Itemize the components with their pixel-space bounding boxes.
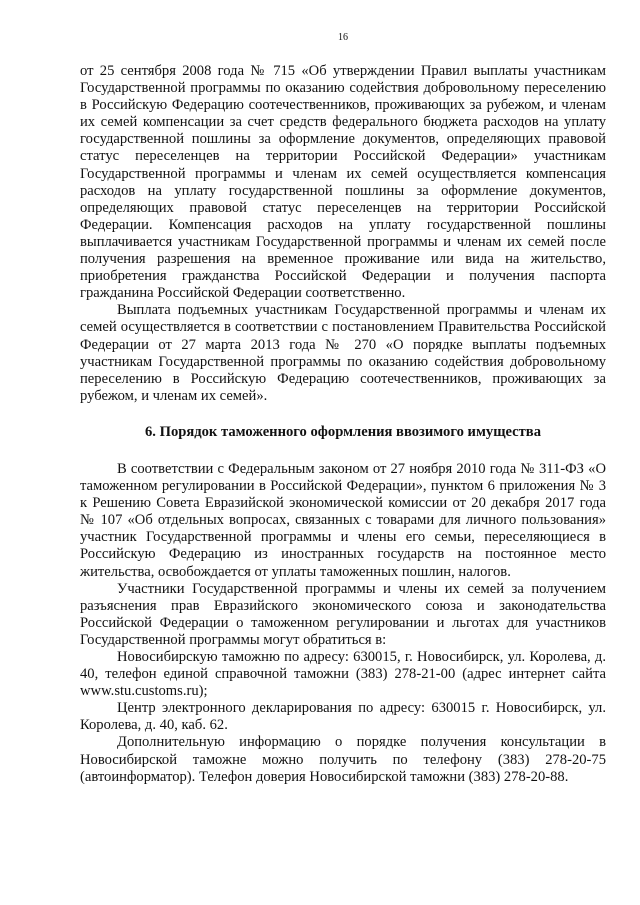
paragraph-declaration-center: Центр электронного декларирования по адресу: 630015 г. Новосибирск, ул. Королева, д. 40, каб. 62. (80, 700, 606, 734)
document-body (80, 63, 606, 786)
paragraph-continuation: от 25 сентября 2008 года № 715 «Об утверждении Правил выплаты участникам Государственной программы по оказанию содействия добровольному переселению в Российскую Федерацию соотечественников, проживающих за рубежом, и членам их семей компенсации за счет средств федерального бюджета расходов на уплату государственной пошлины за оформление документов, определяющих правовой статус переселенцев на территории Российской Федерации» участникам Государственной программы и членам их семей осуществляется компенсация расходов на уплату государственной пошлины за оформление документов, определяющих правовой статус переселенцев на территории Российской Федерации. Компенсация расходов на уплату государственной пошлины выплачивается участникам Государственной программы и членам их семей после получения разрешения на временное проживание или вида на жительство, приобретения гражданства Российской Федерации и получения паспорта гражданина Российской Федерации соответственно. (80, 63, 606, 302)
document-page (80, 0, 606, 905)
paragraph-additional-info: Дополнительную информацию о порядке получения консультации в Новосибирской таможне можно получить по телефону (383) 278-20-75 (автоинформатор). Телефон доверия Новосибирской таможни (383) 278-20-88. (80, 734, 606, 785)
paragraph-novosibirsk-customs: Новосибирскую таможню по адресу: 630015, г. Новосибирск, ул. Королева, д. 40, телефон единой справочной таможни (383) 278-21-00 (адрес интернет сайта www.stu.customs.ru); (80, 649, 606, 700)
paragraph-customs-law: В соответствии с Федеральным законом от 27 ноября 2010 года № 311-ФЗ «О таможенном регулировании в Российской Федерации», пунктом 6 приложения № 3 к Решению Совета Евразийской экономической комиссии от 20 декабря 2017 года № 107 «Об отдельных вопросах, связанных с товарами для личного пользования» участник Государственной программы и члены его семьи, переселяющиеся в Российскую Федерацию из иностранных государств на постоянное место жительства, освобождается от уплаты таможенных пошлин, налогов. (80, 460, 606, 580)
page-number: 16 (338, 32, 348, 43)
paragraph-relocation-allowance: Выплата подъемных участникам Государственной программы и членам их семей осуществляется в соответствии с постановлением Правительства Российской Федерации от 27 марта 2013 года № 270 «О порядке выплаты подъемных участникам Государственной программы по оказанию содействия добровольному переселению в Российскую Федерацию соотечественников, проживающих за рубежом, и членам их семей». (80, 302, 606, 404)
section-heading: 6. Порядок таможенного оформления ввозимого имущества (145, 423, 541, 440)
paragraph-contact-intro: Участники Государственной программы и члены их семей за получением разъяснения прав Евразийского экономического союза и законодательства Российской Федерации о таможенном регулировании и льготах для участников Государственной программы могут обратиться в: (80, 580, 606, 648)
